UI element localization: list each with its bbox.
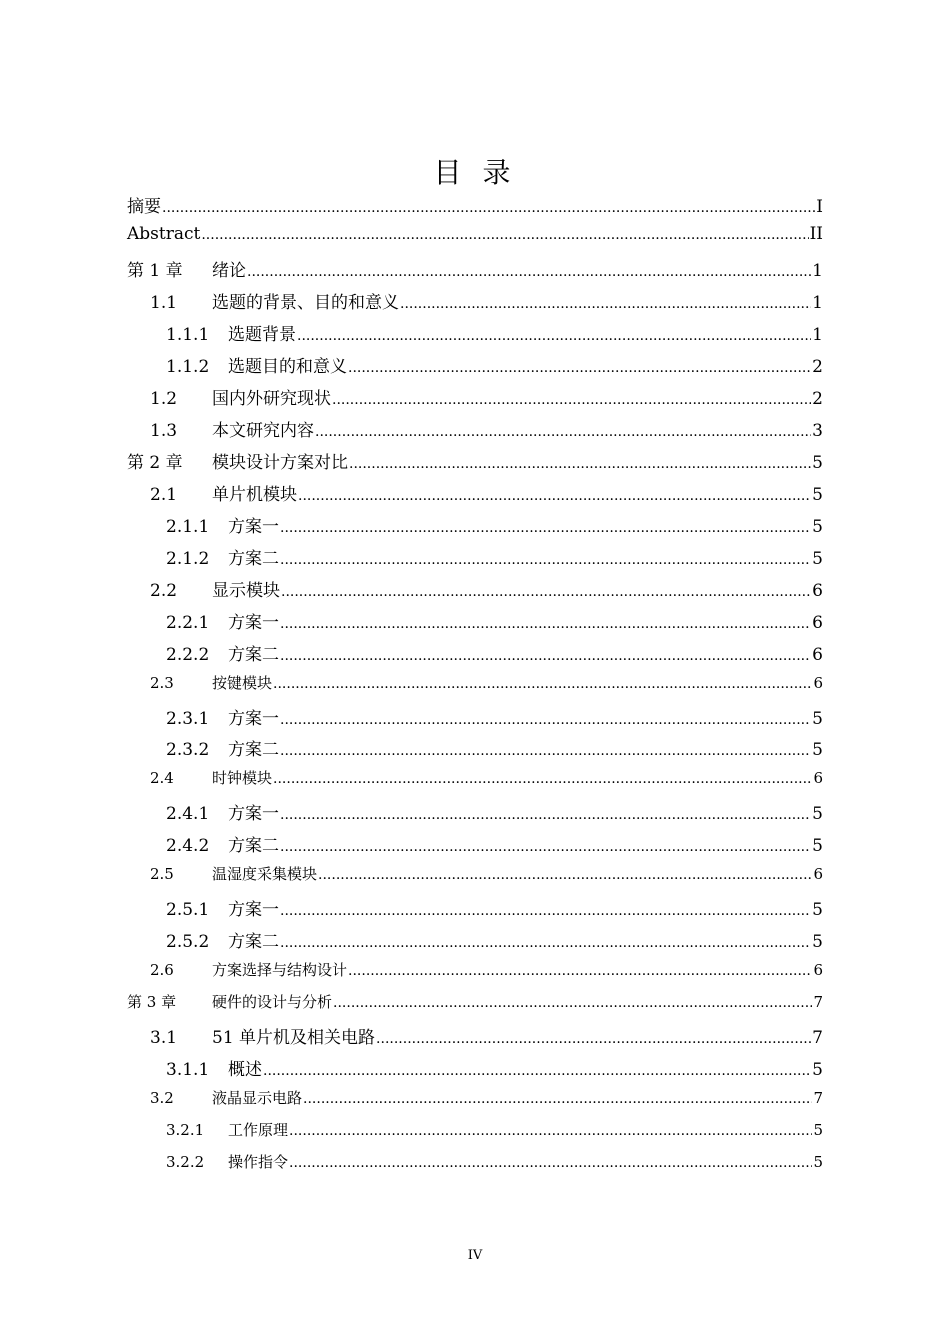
toc-entry-page: 2 [812, 388, 823, 409]
toc-entry[interactable] [127, 416, 823, 448]
dot-leader [297, 328, 811, 344]
toc-entry[interactable] [127, 959, 823, 991]
toc-entry-page: 5 [812, 900, 823, 921]
dot-leader [280, 520, 811, 536]
page-title: 目 录 [433, 156, 517, 189]
dot-leader [280, 807, 811, 823]
toc-entry-number: 3.2 [150, 1089, 174, 1108]
toc-entry-page: 3 [812, 420, 823, 441]
toc-entry-page: I [816, 197, 823, 217]
dot-leader [349, 456, 811, 472]
toc-entry-page: 5 [813, 1121, 823, 1140]
toc-entry-title: 选题背景 [228, 324, 296, 345]
toc-entry-number: 1.2 [150, 388, 178, 409]
toc-entry-number: 3.2.2 [166, 1153, 205, 1172]
toc-entry[interactable] [127, 608, 823, 640]
toc-entry-number: 2.3 [150, 673, 174, 692]
toc-entry-number: 第 2 章 [127, 452, 183, 473]
toc-entry-page: 7 [812, 1028, 823, 1049]
toc-entry-number: 2.2.2 [166, 644, 210, 665]
dot-leader [273, 676, 812, 692]
dot-leader [303, 1091, 812, 1107]
toc-entry-number: 2.2 [150, 580, 178, 601]
toc-entry[interactable] [127, 448, 823, 480]
dot-leader [348, 360, 811, 376]
dot-leader [332, 392, 811, 408]
toc-entry-title: 方案一 [228, 612, 279, 633]
toc-entry[interactable] [127, 512, 823, 544]
toc-entry-title: 绪论 [212, 260, 246, 281]
toc-entry-title: 方案一 [228, 708, 279, 729]
toc-entry-title: 方案一 [228, 804, 279, 825]
toc-entry-title: 按键模块 [212, 673, 273, 692]
dot-leader [376, 1031, 811, 1047]
dot-leader [280, 648, 811, 664]
dot-leader [280, 903, 811, 919]
toc-entry-title: 液晶显示电路 [212, 1089, 303, 1108]
toc-entry-page: 1 [812, 324, 823, 345]
toc-entry-number: 1.3 [150, 420, 178, 441]
toc-entry[interactable] [127, 799, 823, 831]
toc-entry-number: 2.4 [150, 769, 174, 788]
toc-entry-title: 选题的背景、目的和意义 [212, 292, 399, 313]
toc-entry-title: Abstract [127, 223, 201, 244]
table-of-contents [127, 192, 823, 1183]
dot-leader [315, 424, 811, 440]
toc-entry-number: 第 3 章 [127, 993, 177, 1012]
dot-leader [298, 488, 811, 504]
toc-entry-number: 3.1.1 [166, 1060, 210, 1081]
toc-entry-title: 方案一 [228, 516, 279, 537]
toc-entry-title: 国内外研究现状 [212, 388, 331, 409]
toc-entry-title: 方案二 [228, 740, 279, 761]
toc-entry-number: 2.5.2 [166, 932, 210, 953]
toc-entry-title: 摘要 [127, 197, 161, 217]
dot-leader [318, 867, 812, 883]
dot-leader [289, 1123, 812, 1139]
toc-entry-title: 方案二 [228, 836, 279, 857]
toc-entry[interactable] [127, 831, 823, 863]
toc-entry[interactable] [127, 927, 823, 959]
toc-entry-title: 51 单片机及相关电路 [212, 1028, 376, 1049]
toc-entry-number: 1.1 [150, 292, 178, 313]
dot-leader [280, 743, 811, 759]
toc-entry-page: 5 [812, 548, 823, 569]
toc-entry-number: 1.1.2 [166, 356, 210, 377]
toc-entry[interactable] [127, 895, 823, 927]
toc-entry-number: 2.5.1 [166, 900, 210, 921]
dot-leader [263, 1063, 811, 1079]
toc-entry[interactable] [127, 192, 823, 224]
dot-leader [273, 771, 812, 787]
toc-entry[interactable] [127, 1023, 823, 1055]
toc-entry-number: 2.6 [150, 961, 174, 980]
toc-entry-number: 2.5 [150, 865, 174, 884]
toc-entry-number: 2.1.2 [166, 548, 210, 569]
toc-entry-page: 5 [812, 1060, 823, 1081]
toc-entry-number: 3.1 [150, 1028, 178, 1049]
toc-entry-page: 2 [812, 356, 823, 377]
toc-entry-page: 5 [813, 1153, 823, 1172]
toc-entry-page: II [809, 223, 823, 244]
dot-leader [280, 616, 811, 632]
toc-entry[interactable] [127, 384, 823, 416]
toc-entry-title: 模块设计方案对比 [212, 452, 348, 473]
toc-entry-title: 方案一 [228, 900, 279, 921]
toc-entry[interactable] [127, 991, 823, 1023]
dot-leader [289, 1155, 812, 1171]
toc-entry[interactable] [127, 288, 823, 320]
toc-entry[interactable] [127, 352, 823, 384]
toc-entry-page: 7 [813, 993, 823, 1012]
dot-leader [280, 935, 811, 951]
dot-leader [280, 839, 811, 855]
toc-entry-page: 6 [813, 961, 823, 980]
toc-entry[interactable] [127, 1087, 823, 1119]
toc-entry-title: 时钟模块 [212, 769, 273, 788]
toc-entry-number: 1.1.1 [166, 324, 210, 345]
toc-entry-title: 显示模块 [212, 580, 280, 601]
toc-entry[interactable] [127, 1055, 823, 1087]
toc-entry[interactable] [127, 704, 823, 736]
toc-entry-title: 硬件的设计与分析 [212, 993, 333, 1012]
page-number: IV [467, 1248, 483, 1263]
dot-leader [162, 200, 815, 216]
toc-entry-title: 单片机模块 [212, 484, 297, 505]
toc-entry[interactable] [127, 480, 823, 512]
toc-entry-number: 2.3.1 [166, 708, 210, 729]
toc-entry-title: 方案二 [228, 644, 279, 665]
dot-leader [348, 963, 812, 979]
toc-entry-number: 2.1 [150, 484, 178, 505]
dot-leader [400, 296, 811, 312]
toc-entry-number: 3.2.1 [166, 1121, 205, 1140]
toc-entry[interactable] [127, 735, 823, 767]
toc-entry-title: 选题目的和意义 [228, 356, 347, 377]
toc-entry-title: 概述 [228, 1060, 262, 1081]
toc-entry[interactable] [127, 224, 823, 256]
toc-entry-page: 6 [813, 673, 823, 692]
dot-leader [280, 712, 811, 728]
toc-entry[interactable] [127, 640, 823, 672]
toc-entry-title: 方案选择与结构设计 [212, 961, 348, 980]
dot-leader [281, 584, 811, 600]
toc-entry-page: 5 [812, 484, 823, 505]
toc-entry[interactable] [127, 1119, 823, 1151]
toc-entry[interactable] [127, 672, 823, 704]
dot-leader [247, 264, 811, 280]
toc-entry-page: 5 [812, 708, 823, 729]
toc-entry[interactable] [127, 544, 823, 576]
toc-entry[interactable] [127, 767, 823, 799]
toc-entry[interactable] [127, 1151, 823, 1183]
toc-entry-number: 2.1.1 [166, 516, 210, 537]
toc-entry-title: 温湿度采集模块 [212, 865, 318, 884]
toc-entry-page: 1 [812, 292, 823, 313]
toc-entry-page: 6 [812, 644, 823, 665]
toc-entry-page: 5 [812, 740, 823, 761]
toc-entry-title: 操作指令 [228, 1153, 289, 1172]
toc-entry[interactable] [127, 320, 823, 352]
toc-entry-page: 5 [812, 516, 823, 537]
toc-entry-title: 方案二 [228, 932, 279, 953]
dot-leader [333, 995, 812, 1011]
toc-entry-page: 6 [812, 580, 823, 601]
toc-entry-title: 工作原理 [228, 1121, 289, 1140]
dot-leader [280, 552, 811, 568]
dot-leader [201, 227, 808, 243]
toc-entry-title: 方案二 [228, 548, 279, 569]
toc-entry-page: 5 [812, 452, 823, 473]
toc-entry-number: 2.4.1 [166, 804, 210, 825]
toc-entry-page: 6 [812, 612, 823, 633]
toc-entry-page: 5 [812, 932, 823, 953]
toc-entry-page: 6 [813, 865, 823, 884]
toc-entry-number: 2.4.2 [166, 836, 210, 857]
toc-entry-page: 6 [813, 769, 823, 788]
toc-entry-number: 第 1 章 [127, 260, 183, 281]
toc-entry-number: 2.2.1 [166, 612, 210, 633]
toc-entry-page: 7 [813, 1089, 823, 1108]
toc-entry-page: 5 [812, 804, 823, 825]
toc-entry-page: 1 [812, 260, 823, 281]
toc-entry[interactable] [127, 256, 823, 288]
toc-entry-title: 本文研究内容 [212, 420, 314, 441]
toc-entry[interactable] [127, 863, 823, 895]
toc-entry[interactable] [127, 576, 823, 608]
toc-entry-page: 5 [812, 836, 823, 857]
toc-entry-number: 2.3.2 [166, 740, 210, 761]
